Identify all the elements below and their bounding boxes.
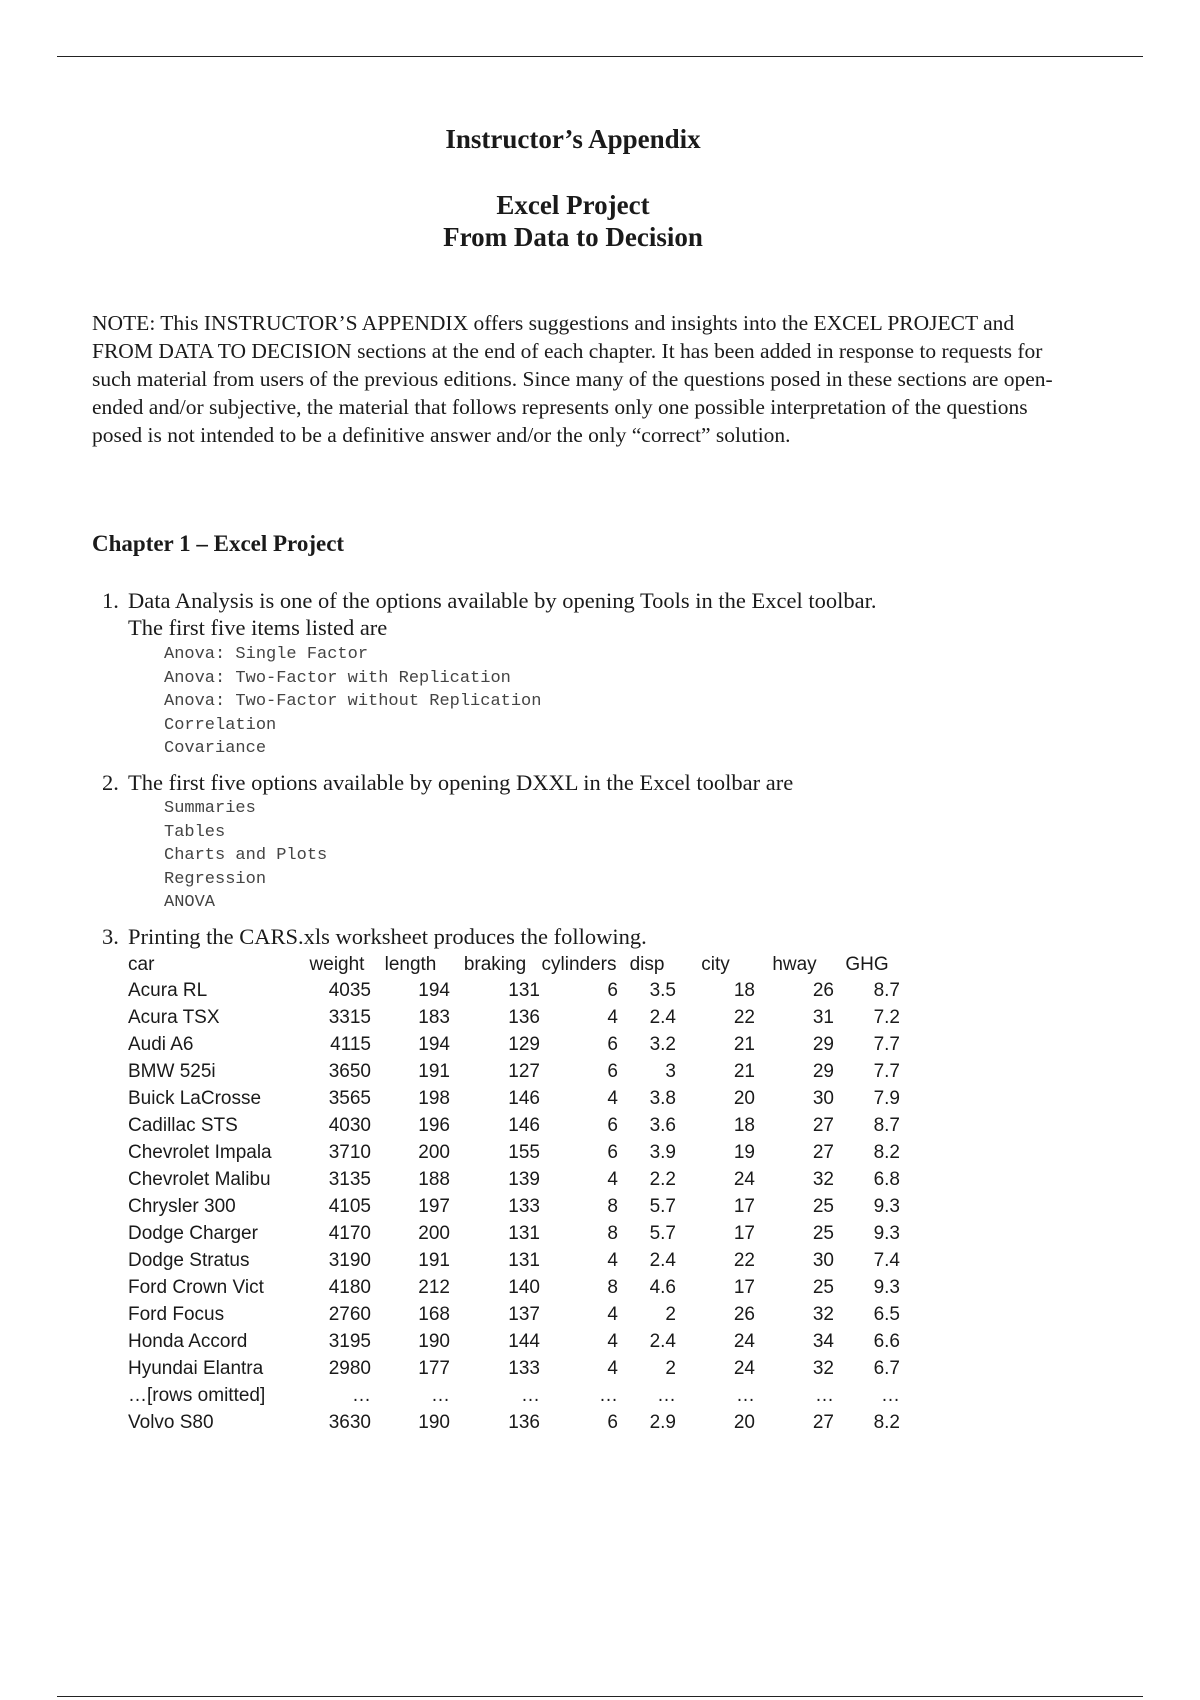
- table-cell: 2980: [328, 1357, 371, 1379]
- car-name-cell: Acura RL: [128, 979, 208, 1001]
- table-cell: 20: [733, 1087, 755, 1109]
- car-name-cell: …[rows omitted]: [128, 1384, 266, 1406]
- list-item-1: [102, 587, 877, 615]
- table-row: [128, 1085, 900, 1112]
- table-cell: 3: [665, 1060, 676, 1082]
- car-name-cell: Ford Crown Vict: [128, 1276, 264, 1298]
- table-row: [128, 977, 900, 1004]
- column-header: city: [701, 953, 730, 975]
- column-header: braking: [463, 953, 527, 975]
- column-header: length: [384, 953, 437, 975]
- table-cell: 17: [733, 1276, 755, 1298]
- list-item-number: 1.: [102, 588, 119, 613]
- table-cell: 8: [607, 1222, 618, 1244]
- car-name-cell: Ford Focus: [128, 1303, 225, 1325]
- table-cell: 177: [418, 1357, 450, 1379]
- table-cell: 6: [607, 1033, 618, 1055]
- list-item-text: Data Analysis is one of the options available by opening Tools in the Excel toolbar.: [128, 588, 877, 613]
- list-item-number: 3.: [102, 924, 119, 949]
- table-cell: 140: [508, 1276, 540, 1298]
- column-header: hway: [772, 953, 817, 975]
- table-cell: 6: [607, 1141, 618, 1163]
- table-row: [128, 1220, 900, 1247]
- table-cell: 4: [607, 1330, 618, 1352]
- option-line: Anova: Single Factor: [164, 645, 369, 664]
- page-subtitle: [92, 189, 1054, 253]
- option-line: Regression: [164, 869, 267, 889]
- note-paragraph: [92, 309, 1072, 449]
- table-cell: 136: [508, 1006, 540, 1028]
- car-name-cell: Audi A6: [128, 1033, 194, 1055]
- cars-table: [128, 952, 900, 1436]
- table-cell: 3565: [328, 1087, 371, 1109]
- table-cell: 136: [508, 1411, 540, 1433]
- table-cell: 32: [812, 1303, 834, 1325]
- table-cell: 133: [508, 1195, 540, 1217]
- table-row: [128, 1139, 900, 1166]
- option-line: Tables: [164, 822, 226, 842]
- table-cell: 5.7: [649, 1222, 676, 1244]
- table-row: [128, 1409, 900, 1436]
- table-cell: 133: [508, 1357, 540, 1379]
- table-row: [128, 1328, 900, 1355]
- column-header: GHG: [845, 953, 889, 975]
- table-cell: 3315: [328, 1006, 371, 1028]
- table-cell: 3.5: [649, 979, 676, 1001]
- table-cell: 7.4: [873, 1249, 900, 1271]
- table-cell: 4: [607, 1168, 618, 1190]
- table-cell: 22: [733, 1249, 755, 1271]
- table-cell: 155: [508, 1141, 540, 1163]
- subtitle-line-2: From Data to Decision: [443, 222, 703, 252]
- table-cell: 131: [508, 1249, 540, 1271]
- table-cell: 3135: [328, 1168, 371, 1190]
- table-cell: 4.6: [649, 1276, 676, 1298]
- list-item-text: Printing the CARS.xls worksheet produces the following.: [128, 924, 647, 949]
- table-cell: 24: [733, 1168, 755, 1190]
- table-cell: 4170: [328, 1222, 371, 1244]
- table-row: [128, 1166, 900, 1193]
- table-cell: 8.2: [873, 1141, 900, 1163]
- table-cell: 22: [733, 1006, 755, 1028]
- option-line: Anova: Two-Factor without Replication: [164, 692, 542, 711]
- table-cell: 191: [418, 1249, 450, 1271]
- table-cell: 4: [607, 1357, 618, 1379]
- table-cell: 168: [418, 1303, 450, 1325]
- table-cell: 194: [418, 1033, 450, 1055]
- table-cell: 8: [607, 1195, 618, 1217]
- table-cell: 2: [665, 1357, 676, 1379]
- table-cell: 131: [508, 979, 540, 1001]
- table-cell: 5.7: [649, 1195, 676, 1217]
- table-cell: 3.2: [649, 1033, 676, 1055]
- table-cell: 129: [508, 1033, 540, 1055]
- car-name-cell: Chevrolet Impala: [128, 1141, 272, 1163]
- table-cell: 27: [812, 1411, 834, 1433]
- table-cell: 4105: [328, 1195, 371, 1217]
- table-cell: 30: [812, 1249, 834, 1271]
- table-cell: 139: [508, 1168, 540, 1190]
- table-cell: 8.7: [873, 979, 900, 1001]
- table-cell: 198: [418, 1087, 450, 1109]
- table-cell: 4: [607, 1087, 618, 1109]
- table-cell: 200: [418, 1141, 450, 1163]
- table-cell: …: [431, 1384, 450, 1406]
- table-cell: …: [521, 1384, 540, 1406]
- table-cell: 4030: [328, 1114, 371, 1136]
- list-item-3: [102, 923, 647, 951]
- table-row: [128, 1112, 900, 1139]
- table-cell: 18: [733, 1114, 755, 1136]
- car-name-cell: Chrysler 300: [128, 1195, 236, 1217]
- table-cell: 6.7: [873, 1357, 900, 1379]
- option-line: Correlation: [164, 715, 277, 735]
- car-name-cell: Dodge Stratus: [128, 1249, 250, 1271]
- table-cell: 4180: [328, 1276, 371, 1298]
- table-cell: 2.2: [649, 1168, 676, 1190]
- table-cell: 137: [508, 1303, 540, 1325]
- table-cell: 26: [812, 979, 834, 1001]
- table-cell: 3.9: [649, 1141, 676, 1163]
- car-name-cell: Hyundai Elantra: [128, 1357, 264, 1379]
- table-cell: …: [815, 1384, 834, 1406]
- list-item-2: [102, 769, 793, 797]
- table-cell: 190: [418, 1330, 450, 1352]
- table-row: [128, 1247, 900, 1274]
- table-cell: 197: [418, 1195, 450, 1217]
- car-name-cell: Dodge Charger: [128, 1222, 258, 1244]
- column-header: disp: [629, 953, 665, 975]
- table-cell: 24: [733, 1357, 755, 1379]
- table-cell: 31: [812, 1006, 834, 1028]
- table-cell: 4: [607, 1303, 618, 1325]
- table-body: [128, 977, 900, 1436]
- table-cell: 21: [733, 1060, 755, 1082]
- table-cell: …: [736, 1384, 755, 1406]
- table-cell: 3710: [328, 1141, 371, 1163]
- table-cell: 2.4: [649, 1249, 676, 1271]
- table-cell: 26: [733, 1303, 755, 1325]
- table-cell: 196: [418, 1114, 450, 1136]
- table-cell: 3190: [328, 1249, 371, 1271]
- table-cell: 7.7: [873, 1033, 900, 1055]
- option-line: ANOVA: [164, 893, 216, 912]
- table-cell: 25: [812, 1276, 834, 1298]
- table-cell: 27: [812, 1114, 834, 1136]
- subtitle-line-1: Excel Project: [496, 190, 650, 220]
- bottom-rule: [57, 1696, 1143, 1697]
- table-cell: …: [881, 1384, 900, 1406]
- car-name-cell: BMW 525i: [128, 1060, 216, 1082]
- car-name-cell: Chevrolet Malibu: [128, 1168, 271, 1190]
- table-cell: 30: [812, 1087, 834, 1109]
- table-cell: 6: [607, 1411, 618, 1433]
- table-row: [128, 1274, 900, 1301]
- table-cell: 2760: [328, 1303, 371, 1325]
- car-name-cell: Volvo S80: [128, 1411, 214, 1433]
- table-row: [128, 1058, 900, 1085]
- list-item-text: The first five options available by opening DXXL in the Excel toolbar are: [128, 770, 794, 795]
- note-label: NOTE:: [92, 311, 156, 335]
- column-header: cylinders: [541, 953, 617, 975]
- option-line: Charts and Plots: [164, 846, 328, 865]
- table-cell: 25: [812, 1195, 834, 1217]
- table-cell: 21: [733, 1033, 755, 1055]
- table-cell: 4: [607, 1249, 618, 1271]
- table-cell: 131: [508, 1222, 540, 1244]
- column-header: car: [128, 953, 155, 975]
- table-cell: 8.2: [873, 1411, 900, 1433]
- table-cell: 191: [418, 1060, 450, 1082]
- table-cell: 8.7: [873, 1114, 900, 1136]
- table-cell: 24: [733, 1330, 755, 1352]
- table-cell: 6: [607, 979, 618, 1001]
- table-cell: 18: [733, 979, 755, 1001]
- list-item-1-options: [164, 643, 541, 761]
- table-cell: 188: [418, 1168, 450, 1190]
- chapter-heading: Chapter 1 – Excel Project: [92, 531, 345, 556]
- table-row: [128, 1355, 900, 1382]
- table-cell: 200: [418, 1222, 450, 1244]
- table-cell: 3.8: [649, 1087, 676, 1109]
- table-cell: 2: [665, 1303, 676, 1325]
- table-cell: 3630: [328, 1411, 371, 1433]
- table-cell: 7.7: [873, 1060, 900, 1082]
- table-cell: 4035: [328, 979, 371, 1001]
- table-cell: 146: [508, 1114, 540, 1136]
- list-item-number: 2.: [102, 770, 119, 795]
- table-cell: 17: [733, 1222, 755, 1244]
- table-row: [128, 1004, 900, 1031]
- table-cell: 7.2: [873, 1006, 900, 1028]
- table-cell: 9.3: [873, 1195, 900, 1217]
- table-cell: 8: [607, 1276, 618, 1298]
- table-cell: 29: [812, 1033, 834, 1055]
- table-cell: 17: [733, 1195, 755, 1217]
- table-cell: 4: [607, 1006, 618, 1028]
- table-cell: …: [352, 1384, 371, 1406]
- car-name-cell: Buick LaCrosse: [128, 1087, 262, 1109]
- table-cell: 127: [508, 1060, 540, 1082]
- table-row: [128, 1382, 900, 1409]
- car-name-cell: Cadillac STS: [128, 1114, 238, 1136]
- table-cell: 27: [812, 1141, 834, 1163]
- table-cell: 2.4: [649, 1330, 676, 1352]
- table-cell: 212: [418, 1276, 450, 1298]
- table-cell: 32: [812, 1168, 834, 1190]
- car-name-cell: Honda Accord: [128, 1330, 248, 1352]
- table-cell: 34: [812, 1330, 834, 1352]
- table-cell: 194: [418, 979, 450, 1001]
- option-line: Covariance: [164, 739, 267, 758]
- table-cell: 6.8: [873, 1168, 900, 1190]
- table-cell: 29: [812, 1060, 834, 1082]
- table-row: [128, 1193, 900, 1220]
- table-cell: 183: [418, 1006, 450, 1028]
- table-cell: 3650: [328, 1060, 371, 1082]
- option-line: Summaries: [164, 799, 256, 818]
- table-cell: 4115: [330, 1033, 371, 1055]
- table-cell: …: [657, 1384, 676, 1406]
- table-cell: 190: [418, 1411, 450, 1433]
- table-cell: 6.6: [873, 1330, 900, 1352]
- table-cell: 146: [508, 1087, 540, 1109]
- table-cell: 6.5: [873, 1303, 900, 1325]
- table-cell: 9.3: [873, 1222, 900, 1244]
- table-cell: 6: [607, 1060, 618, 1082]
- option-line: Anova: Two-Factor with Replication: [164, 668, 511, 688]
- note-text: This INSTRUCTOR’S APPENDIX offers suggestions and insights into the EXCEL PROJECT and FROM DATA TO DECISION sections at the end of each chapter. It has been added in response to requests for such material from users of the previous editions. Since many of the questions posed in these sections are open-ended and/or subjective, the material that follows represents only one possible interpretation of the questions posed is not intended to be a definitive answer and/or the only “correct” solution.: [92, 311, 1053, 447]
- table-cell: 2.9: [649, 1411, 676, 1433]
- table-cell: 19: [733, 1141, 755, 1163]
- table-cell: 2.4: [649, 1006, 676, 1028]
- car-name-cell: Acura TSX: [128, 1006, 220, 1028]
- table-cell: 7.9: [873, 1087, 900, 1109]
- table-cell: 144: [508, 1330, 540, 1352]
- table-cell: 20: [733, 1411, 755, 1433]
- list-item-2-options: [164, 797, 327, 915]
- table-cell: 3195: [328, 1330, 371, 1352]
- table-cell: 9.3: [873, 1276, 900, 1298]
- top-rule: [57, 56, 1143, 57]
- list-item-1-continuation: The first five items listed are: [128, 615, 388, 640]
- table-cell: 3.6: [649, 1114, 676, 1136]
- table-row: [128, 1031, 900, 1058]
- page-title: Instructor’s Appendix: [445, 124, 701, 154]
- table-cell: 25: [812, 1222, 834, 1244]
- table-header-row: [128, 952, 900, 977]
- table-cell: …: [599, 1384, 618, 1406]
- table-row: [128, 1301, 900, 1328]
- column-header: weight: [309, 953, 365, 975]
- table-cell: 32: [812, 1357, 834, 1379]
- table-cell: 6: [607, 1114, 618, 1136]
